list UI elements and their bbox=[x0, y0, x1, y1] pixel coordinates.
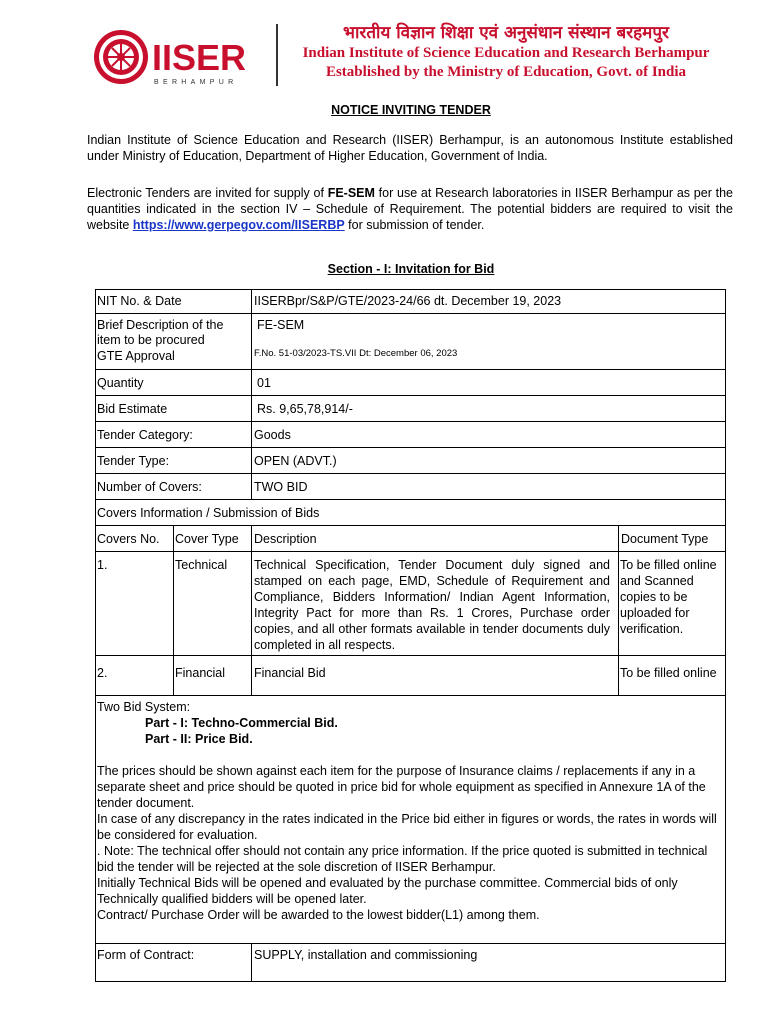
invitation-paragraph bbox=[87, 185, 733, 233]
cover-row-2-description: Financial Bid bbox=[254, 666, 326, 680]
section-title: Section - I: Invitation for Bid bbox=[327, 262, 495, 276]
tender-category-value: Goods bbox=[254, 428, 291, 442]
para2-post: for submission of tender. bbox=[344, 218, 485, 232]
bid-estimate-label: Bid Estimate bbox=[97, 402, 168, 416]
header-divider bbox=[276, 24, 278, 86]
cover-row-2-type: Financial bbox=[175, 666, 226, 680]
number-of-covers-value: TWO BID bbox=[254, 480, 308, 494]
gte-value: F.No. 51-03/2023-TS.VII Dt: December 06, 2023 bbox=[254, 348, 458, 359]
institute-english-title: Indian Institute of Science Education and Research Berhampur bbox=[302, 45, 710, 61]
bid-estimate-value: Rs. 9,65,78,914/- bbox=[257, 402, 353, 416]
gte-label: GTE Approval bbox=[97, 349, 175, 363]
part-2-label: Part - II: Price Bid. bbox=[145, 732, 253, 746]
quantity-value: 01 bbox=[257, 376, 271, 390]
cover-row-2-doc-type: To be filled online bbox=[620, 666, 717, 680]
part-1-label: Part - I: Techno-Commercial Bid. bbox=[145, 716, 338, 730]
brief-label-1: Brief Description of the bbox=[97, 318, 224, 332]
intro-paragraph: Indian Institute of Science Education and Research (IISER) Berhampur, is an autonomous Institute established under Ministry of Education, Department of Higher Education, Government of India. bbox=[87, 133, 733, 163]
tender-type-value: OPEN (ADVT.) bbox=[254, 454, 337, 468]
brief-label-2: item to be procured bbox=[97, 333, 205, 347]
tender-type-label: Tender Type: bbox=[97, 454, 170, 468]
cover-row-1-no: 1. bbox=[97, 558, 108, 572]
tender-category-label: Tender Category: bbox=[97, 428, 193, 442]
notice-title: NOTICE INVITING TENDER bbox=[331, 103, 491, 117]
cover-row-1-type: Technical bbox=[175, 558, 228, 572]
nit-value: IISERBpr/S&P/GTE/2023-24/66 dt. December 19, 2023 bbox=[254, 294, 562, 308]
item-name: FE-SEM bbox=[327, 186, 375, 200]
nit-label: NIT No. & Date bbox=[97, 294, 182, 308]
logo-text: IISER bbox=[152, 37, 247, 78]
col-description: Description bbox=[254, 532, 317, 546]
chakra-icon bbox=[94, 30, 148, 84]
para2-mid: for use at Research laboratories in IISER Berhampur as per the quantities indicated in the section IV – Schedule of Requirement. The potential bidders are required to visit the website bbox=[87, 186, 733, 232]
quantity-label: Quantity bbox=[97, 376, 144, 390]
brief-value: FE-SEM bbox=[257, 318, 305, 332]
number-of-covers-label: Number of Covers: bbox=[97, 480, 202, 494]
tender-website-link[interactable]: https://www.gerpegov.com/IISERBP bbox=[132, 218, 345, 232]
cover-row-1-doc-type: To be filled online and Scanned copies to be uploaded for verification. bbox=[620, 558, 717, 636]
form-of-contract-value: SUPPLY, installation and commissioning bbox=[254, 948, 478, 962]
cover-row-2-no: 2. bbox=[97, 666, 108, 680]
col-document-type: Document Type bbox=[621, 532, 709, 546]
established-by-line: Established by the Ministry of Education, Govt. of India bbox=[325, 64, 687, 80]
covers-info-heading: Covers Information / Submission of Bids bbox=[97, 506, 320, 520]
logo-subtext: BERHAMPUR bbox=[154, 79, 238, 86]
two-bid-system-label: Two Bid System: bbox=[97, 700, 191, 714]
col-cover-type: Cover Type bbox=[175, 532, 239, 546]
institute-hindi-title: भारतीय विज्ञान शिक्षा एवं अनुसंधान संस्थान बरहमपुर bbox=[343, 23, 669, 43]
iiser-logo bbox=[90, 26, 270, 88]
tender-notes: The prices should be shown against each item for the purpose of Insurance claims / replacements if any in a separate sheet and price should be quoted in price bid for whole equipment as specified in Annexure 1A of the tender document. In case of any discrepancy in the rates indicated in the Price bid either in figures or words, the rates in words will be considered for evaluation. . Note: The technical offer should not contain any price information. If the price quoted is submitted in technical bid the tender will be rejected at the sole discretion of IISER Berhampur. Initially Technical Bids will be opened and evaluated by the purchase committee. Commercial bids of only Technically qualified bidders will be opened later. Contract/ Purchase Order will be awarded to the lowest bidder(L1) among them. bbox=[97, 764, 717, 922]
para2-pre: Electronic Tenders are invited for supply of bbox=[87, 186, 328, 200]
col-covers-no: Covers No. bbox=[97, 532, 160, 546]
cover-row-1-description: Technical Specification, Tender Document duly signed and stamped on each page, EMD, Schedule of Requirement and Compliance, Bidders Information/ Indian Agent Information, Integrity Pact for more than Rs. 1 Crores, Purchase order copies, and all other formats available in tender documents duly completed in all respects. bbox=[254, 558, 610, 652]
form-of-contract-label: Form of Contract: bbox=[97, 948, 195, 962]
